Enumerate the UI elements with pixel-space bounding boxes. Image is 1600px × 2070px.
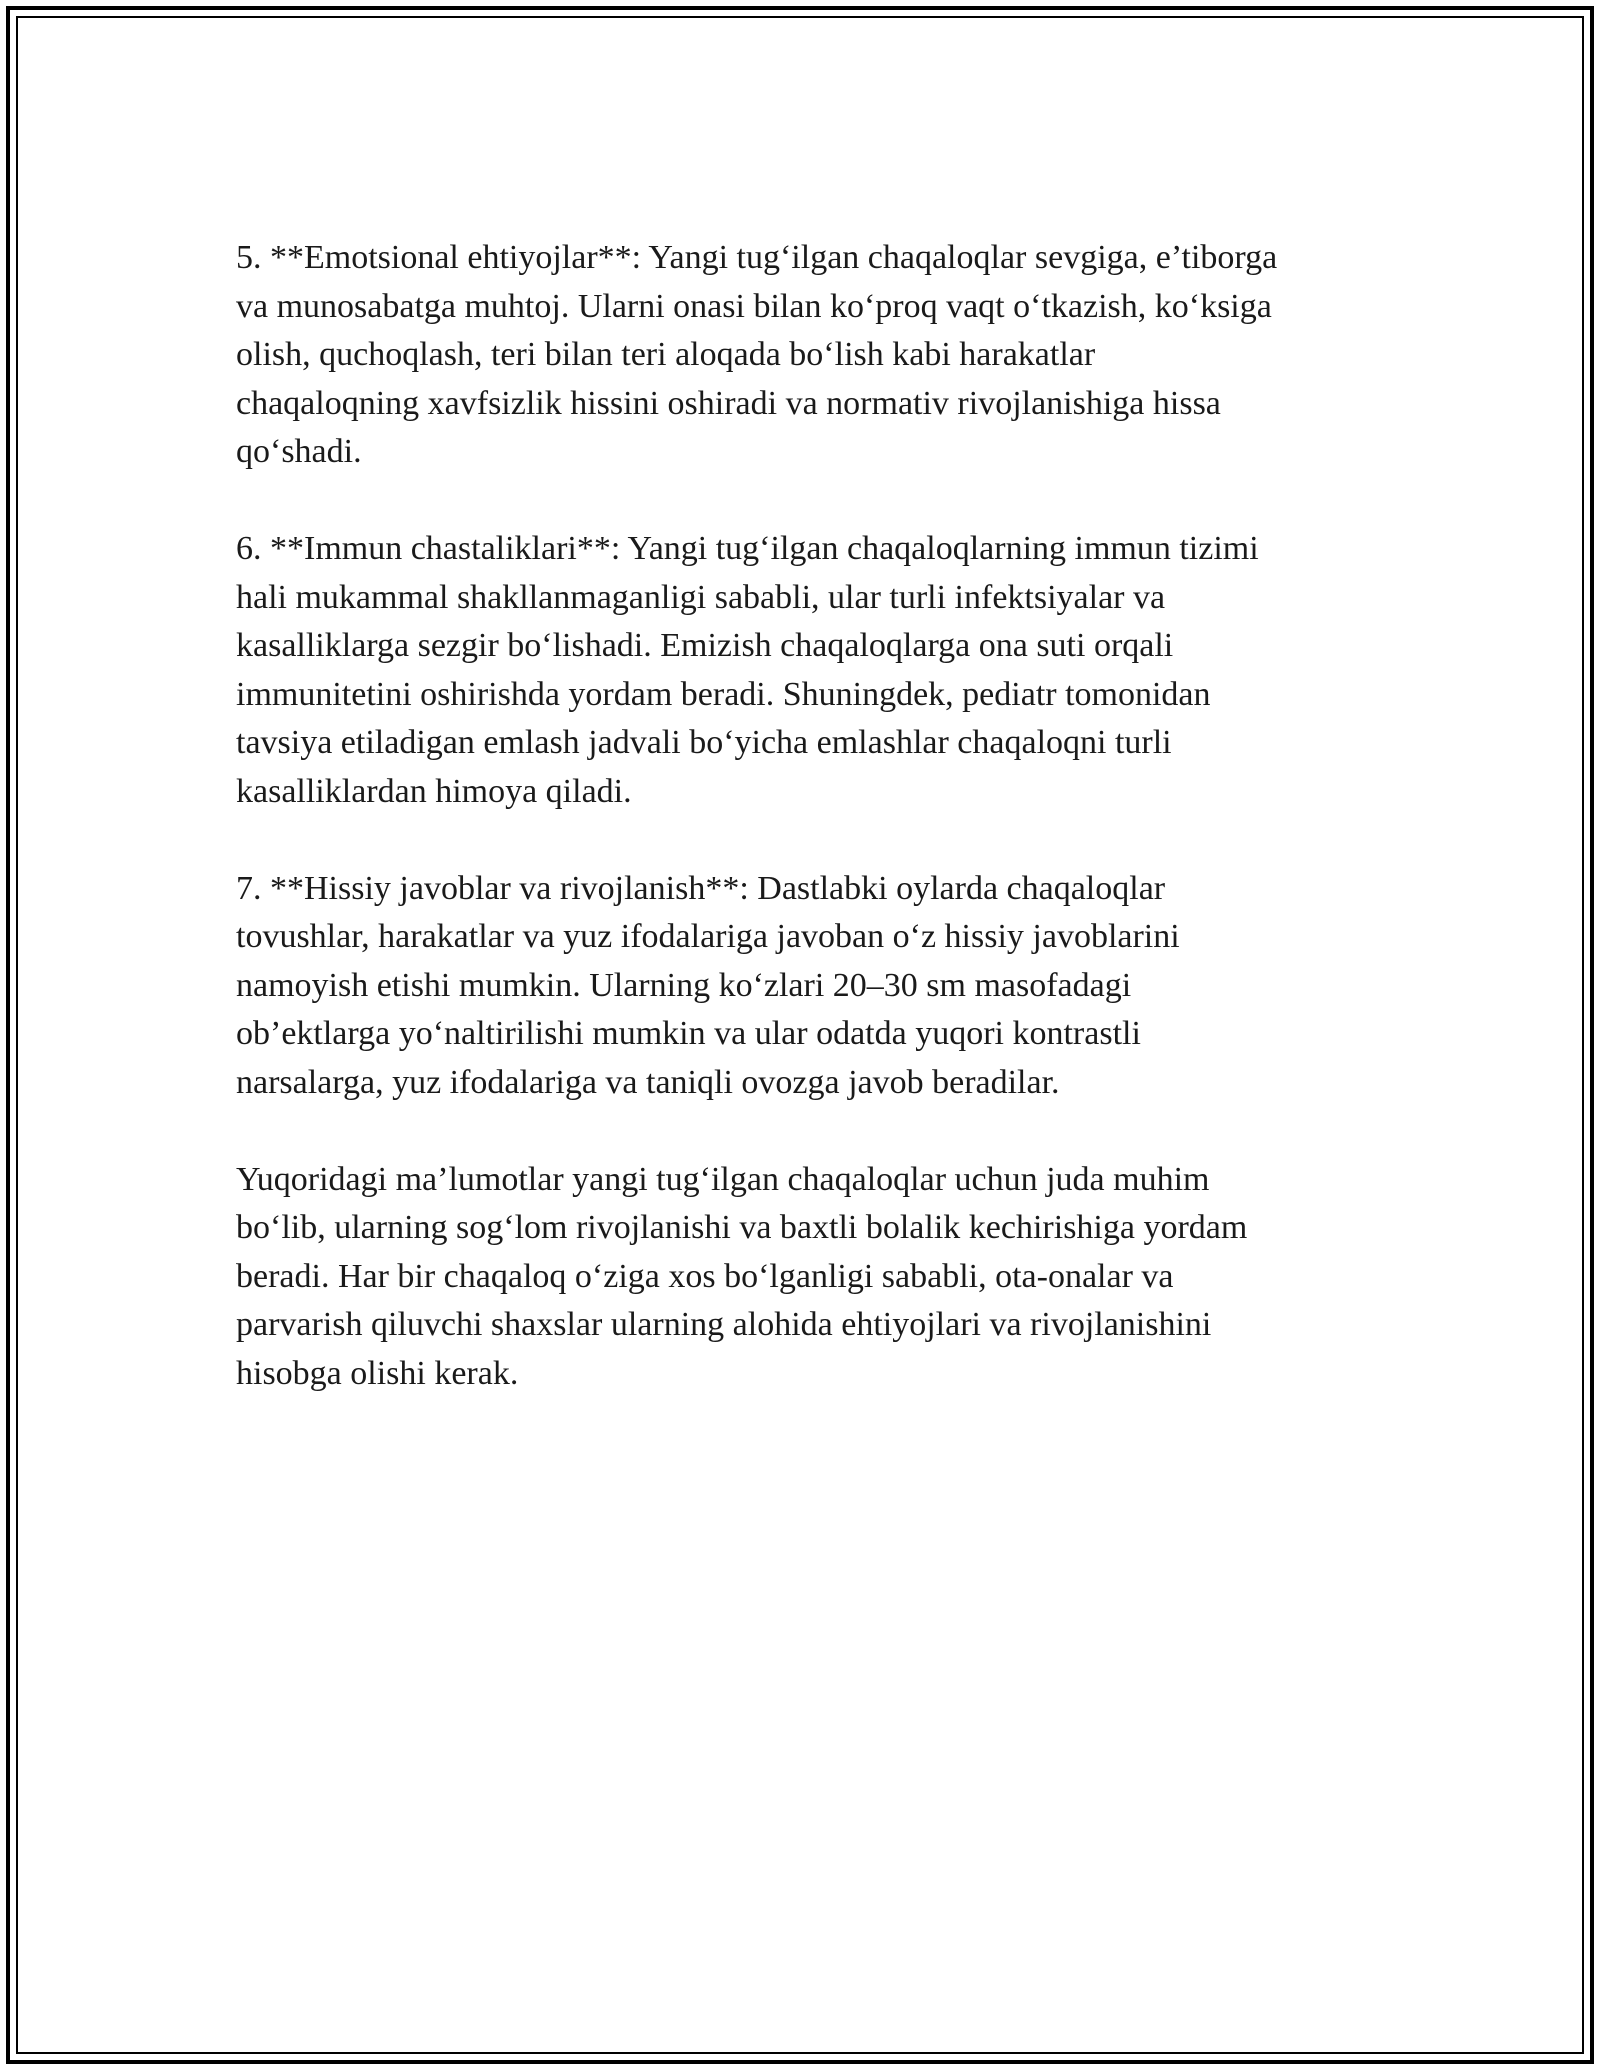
text-line: ob’ektlarga yo‘naltirilishi mumkin va ular odatda yuqori kontrastli — [236, 1015, 1141, 1052]
text-line: parvarish qiluvchi shaxslar ularning alohida ehtiyojlari va rivojlanishini — [236, 1306, 1212, 1343]
text-line: tovushlar, harakatlar va yuz ifodalariga javoban o‘z hissiy javoblarini — [236, 918, 1180, 955]
paragraph-emotional-responses — [236, 865, 1386, 1108]
paragraph-emotional-needs — [236, 234, 1386, 477]
text-line: 7. **Hissiy javoblar va rivojlanish**: Dastlabki oylarda chaqaloqlar — [236, 869, 1166, 907]
text-line: bo‘lib, ularning sog‘lom rivojlanishi va baxtli bolalik kechirishiga yordam — [236, 1209, 1248, 1246]
text-line: namoyish etishi mumkin. Ularning ko‘zlari 20–30 sm masofadagi — [236, 966, 1132, 1004]
text-line: narsalarga, yuz ifodalariga va taniqli ovozga javob beradilar. — [236, 1063, 1060, 1101]
text-line: qo‘shadi. — [236, 433, 362, 470]
text-line: va munosabatga muhtoj. Ularni onasi bilan ko‘proq vaqt o‘tkazish, ko‘ksiga — [236, 287, 1272, 325]
text-line: tavsiya etiladigan emlash jadvali bo‘yicha emlashlar chaqaloqni turli — [236, 724, 1172, 761]
text-line: immunitetini oshirishda yordam beradi. Shuningdek, pediatr tomonidan — [236, 675, 1211, 713]
text-line: olish, quchoqlash, teri bilan teri aloqada bo‘lish kabi harakatlar — [236, 336, 1096, 373]
document-body — [236, 234, 1386, 1447]
text-line: kasalliklarga sezgir bo‘lishadi. Emizish chaqaloqlarga ona suti orqali — [236, 627, 1174, 664]
text-line: Yuqoridagi ma’lumotlar yangi tug‘ilgan chaqaloqlar uchun juda muhim — [236, 1160, 1210, 1198]
paragraph-conclusion — [236, 1156, 1386, 1399]
text-line: chaqaloqning xavfsizlik hissini oshiradi va normativ rivojlanishiga hissa — [236, 384, 1221, 422]
text-line: hisobga olishi kerak. — [236, 1354, 519, 1392]
text-line: beradi. Har bir chaqaloq o‘ziga xos bo‘lganligi sababli, ota-onalar va — [236, 1257, 1174, 1295]
paragraph-immune-diseases — [236, 525, 1386, 816]
text-line: kasalliklardan himoya qiladi. — [236, 772, 632, 810]
text-line: 6. **Immun chastaliklari**: Yangi tug‘ilgan chaqaloqlarning immun tizimi — [236, 530, 1259, 567]
text-line: 5. **Emotsional ehtiyojlar**: Yangi tug‘ilgan chaqaloqlar sevgiga, e’tiborga — [236, 239, 1278, 276]
text-line: hali mukammal shakllanmaganligi sababli, ular turli infektsiyalar va — [236, 578, 1166, 616]
